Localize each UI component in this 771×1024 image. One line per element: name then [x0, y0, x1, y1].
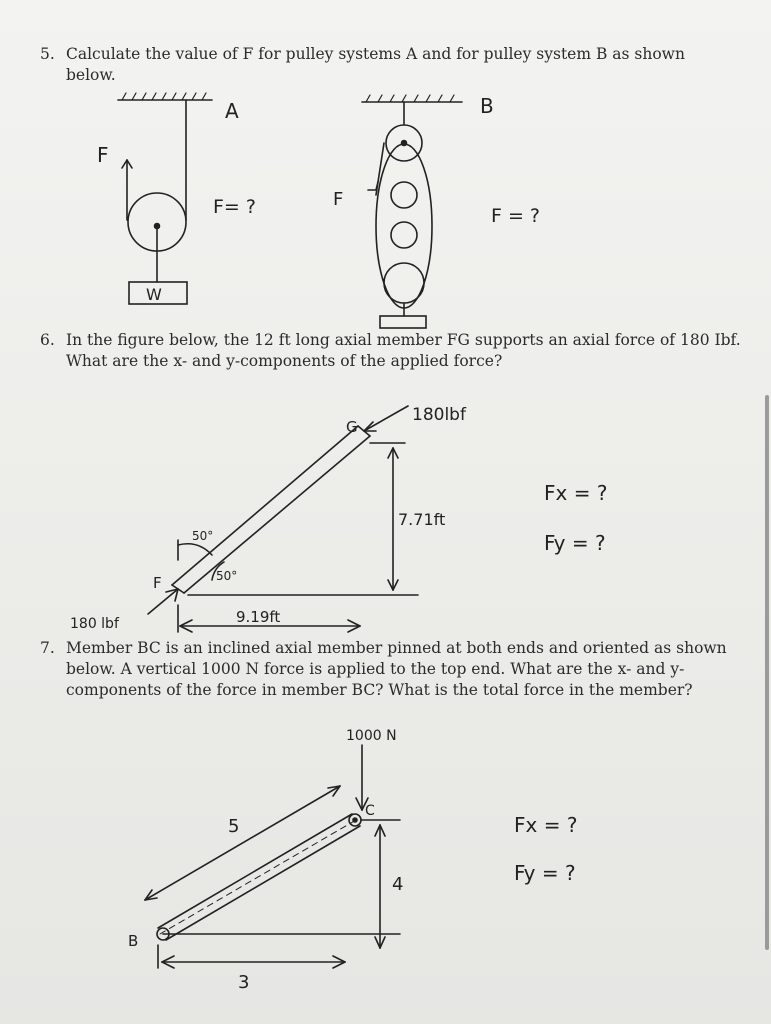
axial-member-fg — [148, 406, 418, 632]
label-b: B — [480, 94, 494, 118]
fy-q7: Fy = ? — [514, 861, 576, 885]
label-f-a: F — [97, 143, 109, 167]
label-w: W — [146, 285, 162, 304]
run-label: 3 — [238, 972, 250, 993]
question-7-line2: below. A vertical 1000 N force is applied to the top end. What are the x- and y- — [66, 660, 685, 678]
equation-b: F = ? — [491, 205, 541, 227]
label-f-b: F — [333, 189, 344, 210]
fy-q6: Fy = ? — [544, 531, 606, 555]
question-5-number: 5. — [40, 45, 55, 63]
equation-a: F= ? — [213, 196, 256, 218]
label-a: A — [225, 99, 239, 123]
fx-q7: Fx = ? — [514, 813, 578, 837]
label-b-q7: B — [128, 932, 139, 950]
label-g: G — [346, 418, 358, 436]
pulley-system-b — [362, 95, 462, 328]
question-6-number: 6. — [40, 331, 55, 349]
width-label: 9.19ft — [236, 608, 281, 626]
pulley-system-a — [118, 93, 212, 304]
force-label-top: 180lbf — [412, 405, 466, 425]
fx-q6: Fx = ? — [544, 481, 608, 505]
scrollbar[interactable] — [765, 395, 769, 950]
question-5-line1: Calculate the value of F for pulley systems A and for pulley system B as shown — [66, 45, 685, 63]
question-6-line1: In the figure below, the 12 ft long axial member FG supports an axial force of 180 Ibf. — [66, 331, 741, 349]
question-7-number: 7. — [40, 639, 55, 657]
question-7-line3: components of the force in member BC? What is the total force in the member? — [66, 681, 693, 699]
question-7-line1: Member BC is an inclined axial member pinned at both ends and oriented as shown — [66, 639, 727, 657]
angle-top-label: 50° — [192, 529, 214, 543]
question-6-line2: What are the x- and y-components of the applied force? — [66, 352, 503, 370]
member-bc — [145, 745, 400, 968]
label-c: C — [365, 803, 375, 819]
force-1000n: 1000 N — [346, 728, 397, 744]
height-label: 7.71ft — [398, 510, 446, 529]
rise-label: 4 — [392, 874, 404, 895]
question-5-line2: below. — [66, 66, 116, 84]
label-f-member: F — [153, 574, 162, 592]
hypotenuse-label: 5 — [228, 816, 240, 837]
angle-bottom-label: 50° — [216, 569, 238, 583]
force-label-bottom: 180 lbf — [70, 616, 119, 632]
